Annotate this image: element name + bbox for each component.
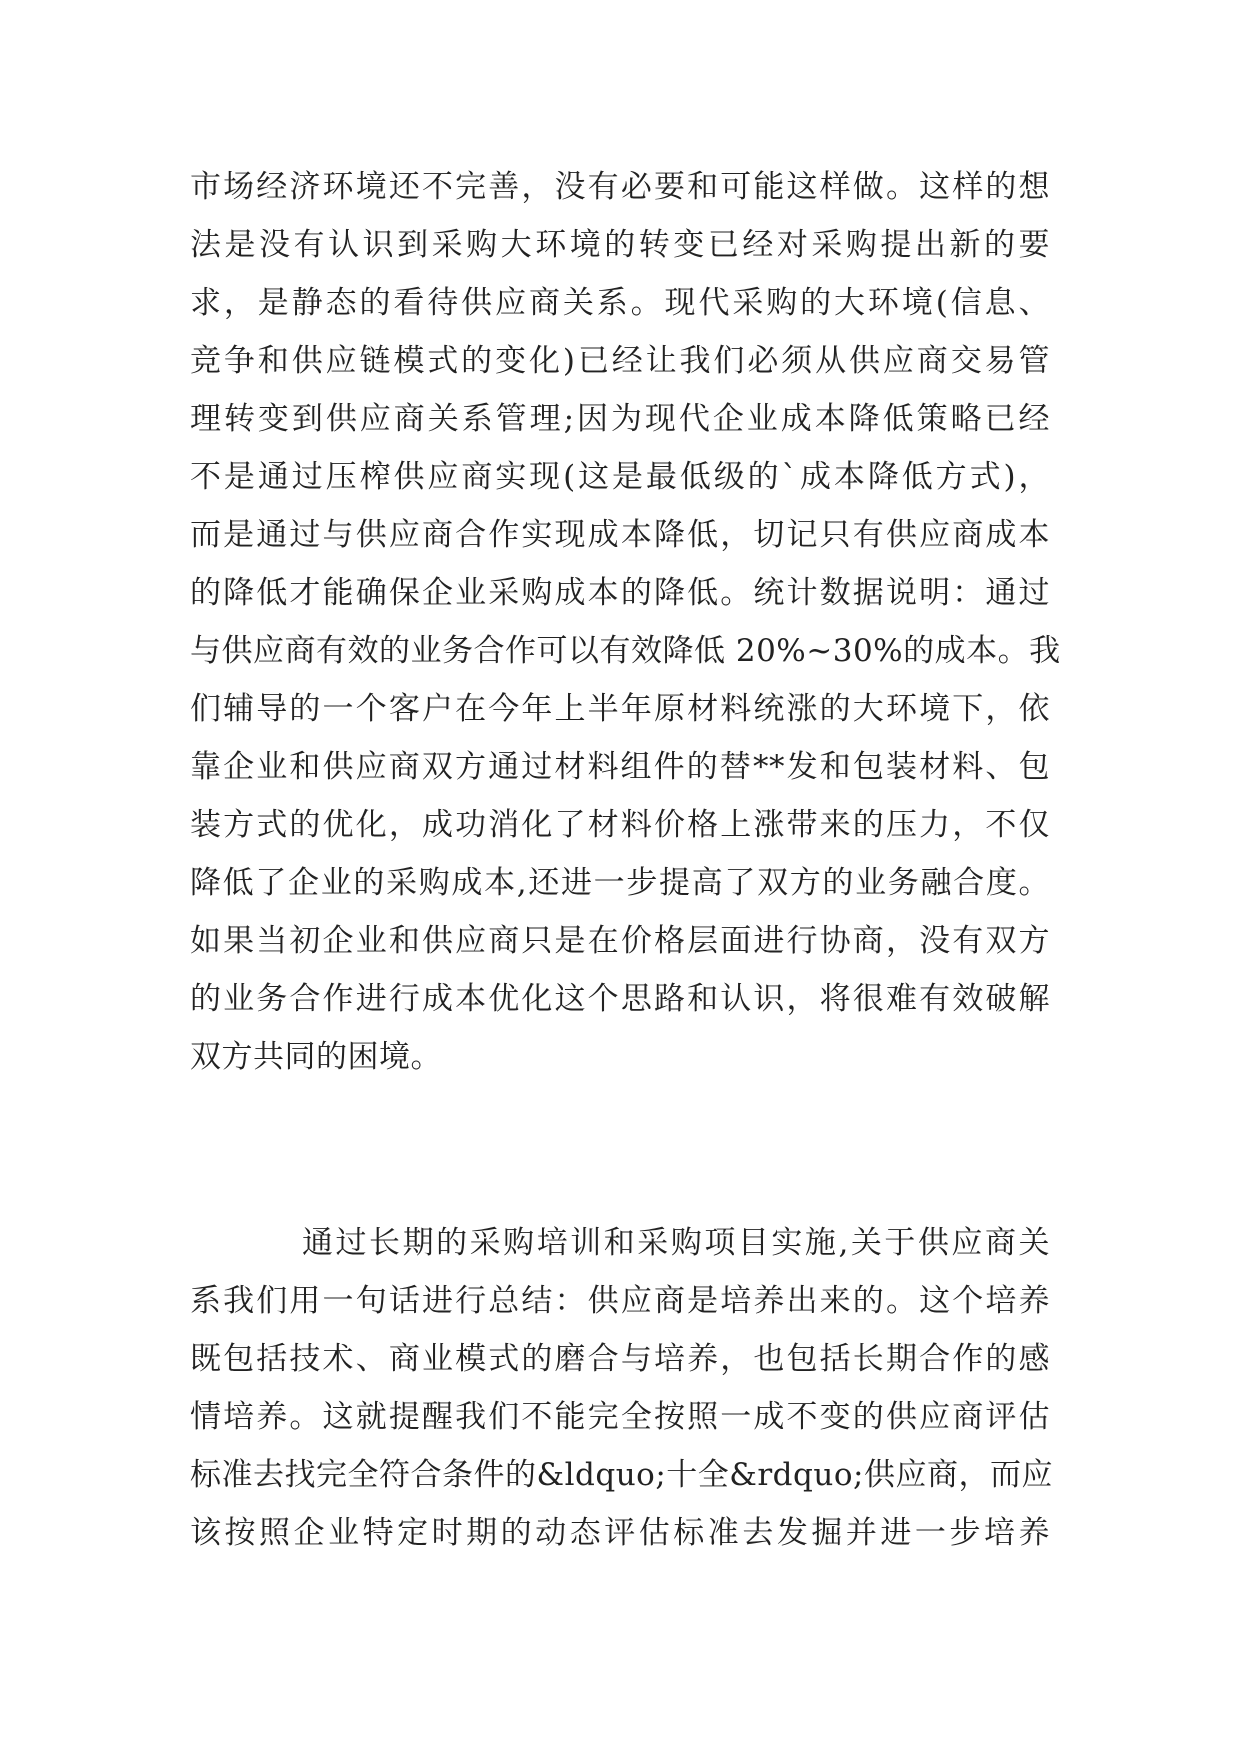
text-line: 系我们用一句话进行总结：供应商是培养出来的。这个培养 [190, 1283, 1050, 1319]
text-line: 降低了企业的采购成本,还进一步提高了双方的业务融合度。 [190, 865, 1050, 901]
text-line: 的业务合作进行成本优化这个思路和认识，将很难有效破解 [190, 981, 1050, 1017]
text-line: 通过长期的采购培训和采购项目实施,关于供应商关 [302, 1225, 1050, 1261]
text-line: 该按照企业特定时期的动态评估标准去发掘并进一步培养 [190, 1515, 1050, 1551]
text-line: 们辅导的一个客户在今年上半年原材料统涨的大环境下，依 [190, 691, 1050, 727]
text-line: 双方共同的困境。 [190, 1039, 442, 1075]
text-line: 情培养。这就提醒我们不能完全按照一成不变的供应商评估 [190, 1399, 1050, 1435]
paragraph-2 [190, 1214, 1053, 1562]
text-line: 标准去找完全符合条件的&ldquo;十全&rdquo;供应商，而应 [190, 1457, 1053, 1493]
text-line: 竞争和供应链模式的变化)已经让我们必须从供应商交易管 [190, 343, 1050, 379]
paragraph-1 [190, 158, 1061, 1086]
text-line: 求，是静态的看待供应商关系。现代采购的大环境(信息、 [190, 285, 1050, 321]
text-line: 靠企业和供应商双方通过材料组件的替**发和包装材料、包 [190, 749, 1050, 785]
text-line: 与供应商有效的业务合作可以有效降低 20%~30%的成本。我 [190, 633, 1061, 669]
text-line: 理转变到供应商关系管理;因为现代企业成本降低策略已经 [190, 401, 1050, 437]
text-line: 既包括技术、商业模式的磨合与培养，也包括长期合作的感 [190, 1341, 1050, 1377]
text-line: 装方式的优化，成功消化了材料价格上涨带来的压力，不仅 [190, 807, 1050, 843]
text-line: 如果当初企业和供应商只是在价格层面进行协商，没有双方 [190, 923, 1050, 959]
text-line: 而是通过与供应商合作实现成本降低，切记只有供应商成本 [190, 517, 1050, 553]
text-line: 市场经济环境还不完善，没有必要和可能这样做。这样的想 [190, 169, 1050, 205]
text-line: 的降低才能确保企业采购成本的降低。统计数据说明：通过 [190, 575, 1050, 611]
text-line: 法是没有认识到采购大环境的转变已经对采购提出新的要 [190, 227, 1050, 263]
text-line: 不是通过压榨供应商实现(这是最低级的`成本降低方式)， [190, 459, 1050, 495]
